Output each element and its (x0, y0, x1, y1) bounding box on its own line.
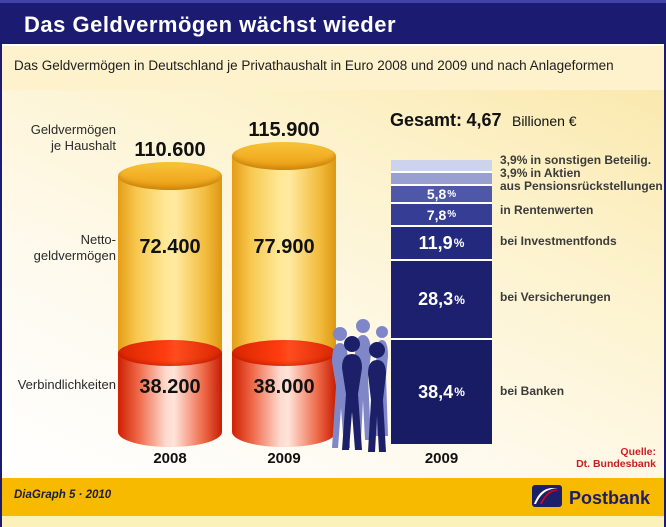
row-label-nettogeldvermoegen: Netto- geldvermögen (33, 232, 116, 263)
allocation-year-label: 2009 (424, 450, 459, 467)
value-total-2008: 110.600 (134, 139, 206, 161)
year-label-2008: 2008 (153, 450, 187, 467)
segment-versicherungen: 28,3 % (391, 261, 492, 338)
postbank-logo (532, 485, 650, 512)
footer-bar (0, 478, 666, 516)
value-liabilities-2008: 38.200 (139, 376, 201, 398)
left-border (0, 44, 2, 527)
label-pensionsrueckstellungen: aus Pensionsrückstellungen (500, 179, 663, 193)
value-liabilities-2009: 38.000 (253, 376, 315, 398)
page-title: Das Geldvermögen wächst wieder (24, 12, 397, 37)
label-banken: bei Banken (500, 384, 565, 398)
label-investmentfonds: bei Investmentfonds (500, 234, 617, 248)
people-silhouette-illustration (330, 316, 394, 457)
bottom-strip (0, 516, 666, 527)
segment-rentenwerte: 7,8 % (391, 204, 492, 225)
header-bar (0, 0, 666, 44)
cylinder-2008-yellow-body (118, 176, 222, 352)
segment-banken: 38,4 % (391, 340, 492, 444)
cylinder-2008-red-body (118, 353, 222, 447)
segment-investmentfonds: 11,9 % (391, 227, 492, 259)
value-netto-2008: 72.400 (139, 236, 201, 258)
postbank-icon (532, 485, 562, 512)
label-rentenwerte: in Rentenwerten (500, 203, 594, 217)
year-label-2009: 2009 (267, 450, 301, 467)
gesamt-heading: Gesamt: 4,67 Billionen € (390, 110, 577, 130)
value-total-2009: 115.900 (248, 119, 320, 141)
cylinder-2009-red-cap (232, 340, 336, 366)
subtitle-band (0, 44, 666, 90)
label-aktien: 3,9% in Aktien (500, 166, 581, 180)
segment-pensionsrueckstellungen: 5,8 % (391, 186, 492, 202)
segment-aktien (391, 173, 492, 184)
chart-subtitle: Das Geldvermögen in Deutschland je Privathaushalt in Euro 2008 und 2009 und nach Anlageformen (14, 58, 614, 73)
row-label-geldvermoegen: Geldvermögen je Haushalt (30, 122, 116, 153)
cylinder-2008-yellow-cap (118, 162, 222, 190)
source-note: Quelle: Dt. Bundesbank (576, 446, 656, 470)
allocation-stacked-bar (391, 160, 492, 444)
postbank-wordmark: Postbank (568, 488, 650, 508)
cylinder-2008-red-cap (118, 340, 222, 366)
cylinder-2009-red-body (232, 353, 336, 447)
label-versicherungen: bei Versicherungen (500, 290, 611, 304)
diagraph-credit: DiaGraph 5 · 2010 (14, 489, 112, 501)
value-netto-2009: 77.900 (253, 236, 315, 258)
segment-sonstige-beteiligungen (391, 160, 492, 171)
label-sonstige-beteiligungen: 3,9% in sonstigen Beteilig. (500, 153, 652, 167)
cylinder-2009-yellow-cap (232, 142, 336, 170)
row-label-verbindlichkeiten: Verbindlichkeiten (17, 377, 116, 392)
